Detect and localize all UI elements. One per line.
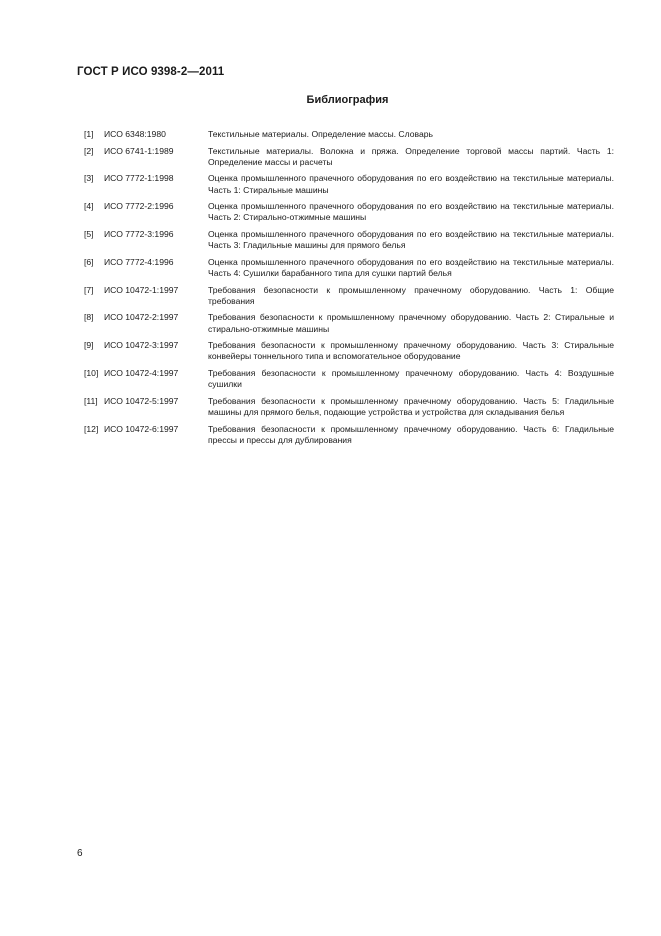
- bibliography-entry: [84, 340, 614, 362]
- entry-title: Оценка промышленного прачечного оборудования по его воздействию на текстильные материалы. Часть 3: Гладильные машины для прямого белья: [208, 228, 614, 251]
- document-code-header: ГОСТ Р ИСО 9398-2—2011: [77, 66, 225, 78]
- entry-number: [12]: [84, 423, 99, 434]
- entry-title: Требования безопасности к промышленному прачечному оборудованию. Часть 6: Гладильные прессы и прессы для дублирования: [208, 423, 614, 445]
- entry-number: [3]: [84, 173, 94, 184]
- bibliography-entry: [84, 229, 614, 251]
- entry-standard-code: ИСО 7772-2:1996: [104, 201, 174, 212]
- entry-number: [5]: [84, 228, 94, 239]
- entry-number: [6]: [84, 256, 94, 267]
- bibliography-entry: [84, 201, 614, 223]
- entry-standard-code: ИСО 7772-1:1998: [104, 173, 174, 184]
- entry-standard-code: ИСО 10472-4:1997: [104, 367, 179, 378]
- entry-title: Требования безопасности к промышленному прачечному оборудованию. Часть 1: Общие требования: [208, 284, 614, 306]
- bibliography-list: [84, 129, 614, 451]
- entry-standard-code: ИСО 10472-6:1997: [104, 423, 179, 434]
- bibliography-entry: [84, 396, 614, 418]
- bibliography-entry: [84, 129, 614, 140]
- entry-standard-code: ИСО 6741-1:1989: [104, 145, 174, 156]
- entry-number: [7]: [84, 284, 94, 295]
- bibliography-entry: [84, 146, 614, 168]
- entry-title: Требования безопасности к промышленному прачечному оборудованию. Часть 4: Воздушные сушилки: [208, 367, 614, 390]
- entry-title: Требования безопасности к промышленному прачечному оборудованию. Часть 5: Гладильные машины для прямого белья, подающие устройства и устройства для складывания белья: [208, 395, 614, 417]
- entry-title: Текстильные материалы. Определение массы. Словарь: [208, 129, 434, 139]
- entry-number: [10]: [84, 367, 99, 378]
- entry-standard-code: ИСО 7772-3:1996: [104, 228, 174, 239]
- entry-number: [11]: [84, 395, 98, 406]
- bibliography-entry: [84, 368, 614, 390]
- bibliography-entry: [84, 257, 614, 279]
- entry-standard-code: ИСО 7772-4:1996: [104, 256, 174, 267]
- entry-number: [1]: [84, 129, 94, 139]
- bibliography-entry: [84, 285, 614, 307]
- entry-number: [9]: [84, 340, 94, 351]
- bibliography-entry: [84, 173, 614, 195]
- entry-standard-code: ИСО 6348:1980: [104, 129, 166, 139]
- entry-standard-code: ИСО 10472-1:1997: [104, 284, 179, 295]
- entry-title: Требования безопасности к промышленному прачечному оборудованию. Часть 3: Стиральные конвейеры тоннельного типа и вспомогательное оборудование: [208, 340, 614, 362]
- entry-title: Оценка промышленного прачечного оборудования по его воздействию на текстильные материалы. Часть 4: Сушилки барабанного типа для сушки партий белья: [208, 256, 614, 278]
- entry-standard-code: ИСО 10472-2:1997: [104, 312, 179, 323]
- bibliography-entry: [84, 312, 614, 334]
- entry-number: [4]: [84, 201, 94, 212]
- page-number: 6: [77, 848, 83, 859]
- entry-title: Требования безопасности к промышленному прачечному оборудованию. Часть 2: Стиральные и стирально-отжимные машины: [208, 312, 614, 334]
- section-title-bibliography: Библиография: [306, 94, 389, 106]
- entry-standard-code: ИСО 10472-3:1997: [104, 340, 179, 351]
- entry-title: Оценка промышленного прачечного оборудования по его воздействию на текстильные материалы. Часть 1: Стиральные машины: [208, 173, 614, 195]
- entry-number: [8]: [84, 312, 94, 323]
- entry-number: [2]: [84, 145, 94, 156]
- entry-standard-code: ИСО 10472-5:1997: [104, 395, 179, 406]
- bibliography-entry: [84, 424, 614, 446]
- entry-title: Текстильные материалы. Волокна и пряжа. Определение торговой массы партий. Часть 1: Определение массы и расчеты: [208, 145, 614, 167]
- entry-title: Оценка промышленного прачечного оборудования по его воздействию на текстильные материалы. Часть 2: Стирально-отжимные машины: [208, 201, 614, 223]
